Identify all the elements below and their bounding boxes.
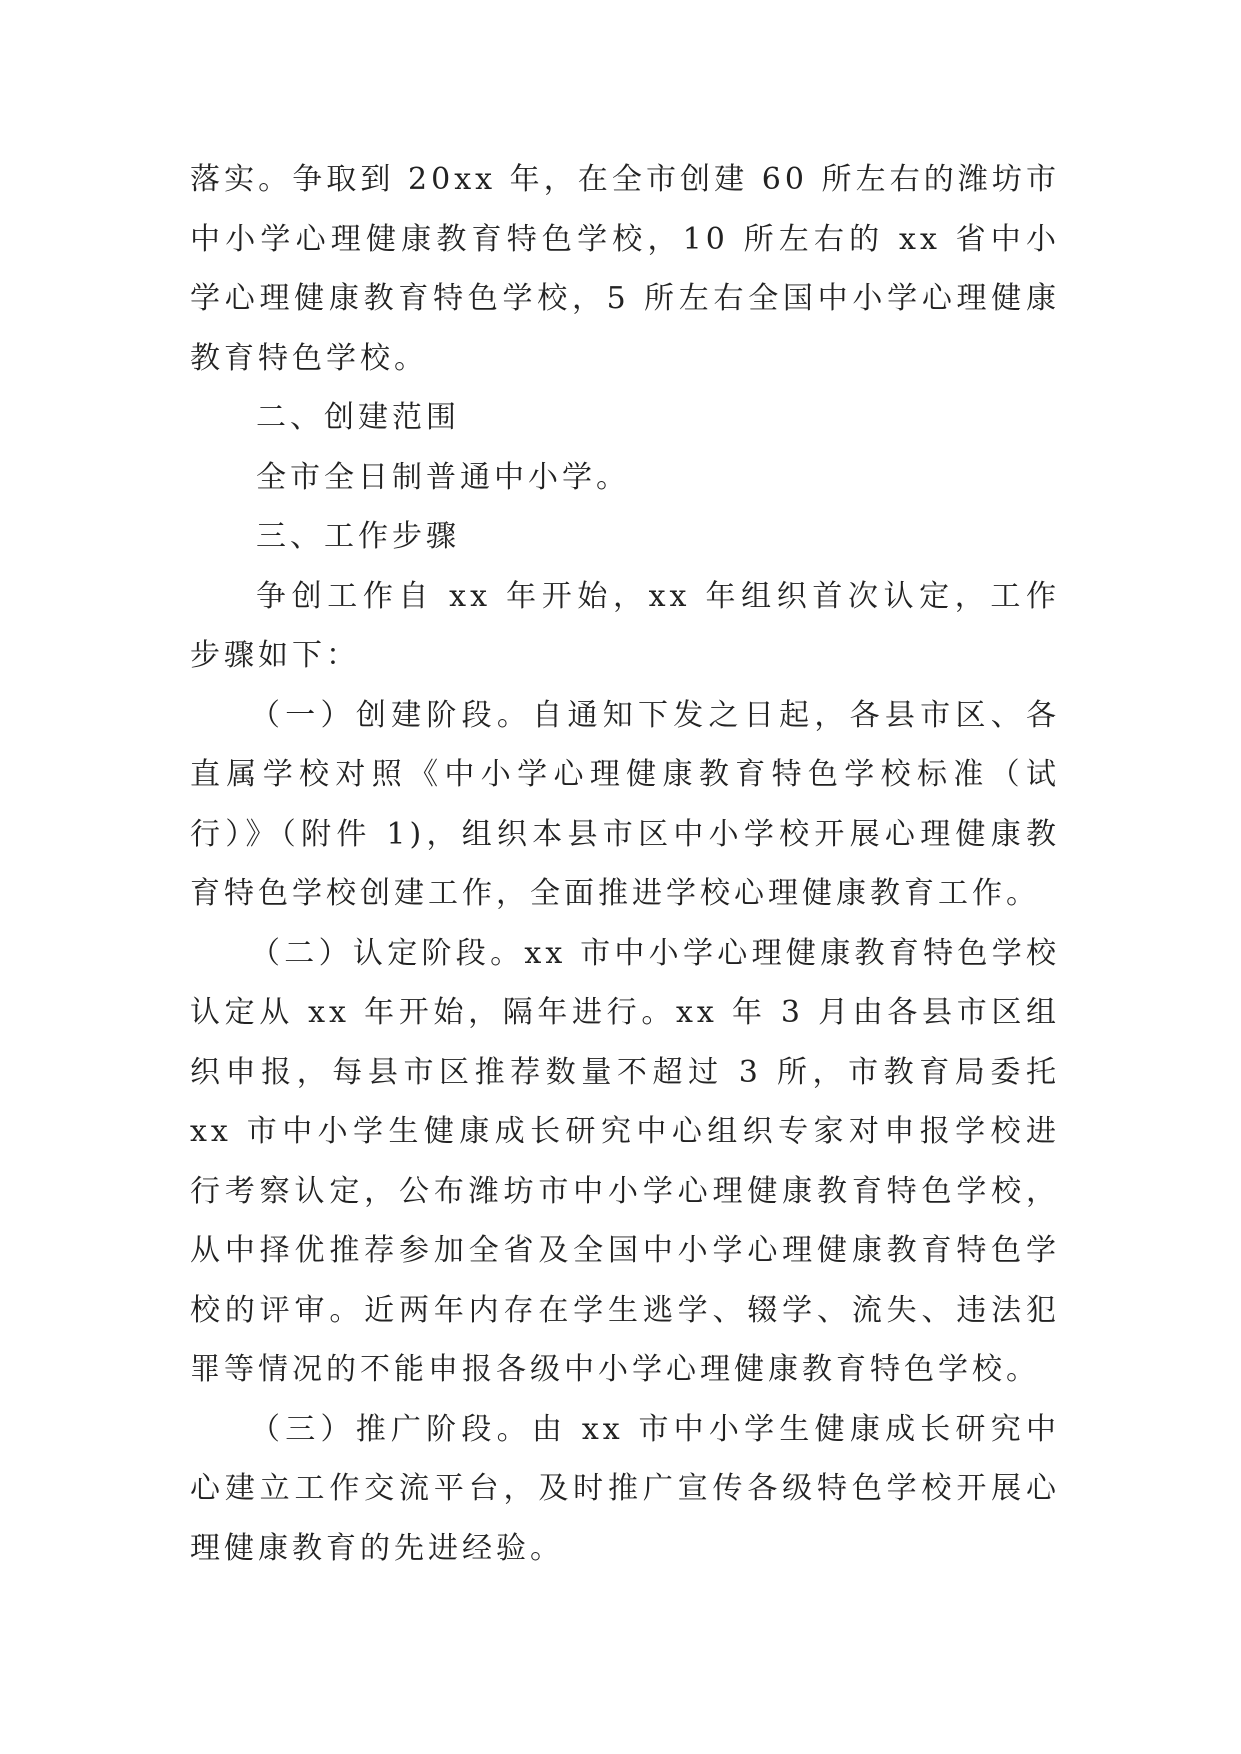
heading-work-steps: 三、工作步骤 [256, 519, 460, 554]
paragraph-work-steps-intro: 争创工作自 xx 年开始，xx 年组织首次认定，工作步骤如下： [190, 578, 1060, 673]
document-body [190, 150, 1060, 1578]
paragraph-goal-continuation: 落实。争取到 20xx 年，在全市创建 60 所左右的潍坊市中小学心理健康教育特色学校，10 所左右的 xx 省中小学心理健康教育特色学校，5 所左右全国中小学心理健康教育特色学校。 [190, 162, 1060, 376]
paragraph-scope: 全市全日制普通中小学。 [256, 459, 630, 495]
paragraph-promotion-stage: （三）推广阶段。由 xx 市中小学生健康成长研究中心建立工作交流平台，及时推广宣传各级特色学校开展心理健康教育的先进经验。 [190, 1411, 1060, 1566]
paragraph-creation-stage: （一）创建阶段。自通知下发之日起，各县市区、各直属学校对照《中小学心理健康教育特色学校标准（试行）》（附件 1)，组织本县市区中小学校开展心理健康教育特色学校创建工作，全面推进学校心理健康教育工作。 [190, 697, 1060, 911]
heading-scope: 二、创建范围 [256, 400, 460, 435]
paragraph-certification-stage: （二）认定阶段。xx 市中小学心理健康教育特色学校认定从 xx 年开始，隔年进行。xx 年 3 月由各县市区组织申报，每县市区推荐数量不超过 3 所，市教育局委托 xx 市中小学生健康成长研究中心组织专家对申报学校进行考察认定，公布潍坊市中小学心理健康教育特色学校，从中择优推荐参加全省及全国中小学心理健康教育特色学校的评审。近两年内存在学生逃学、辍学、流失、违法犯罪等情况的不能申报各级中小学心理健康教育特色学校。 [190, 935, 1060, 1387]
